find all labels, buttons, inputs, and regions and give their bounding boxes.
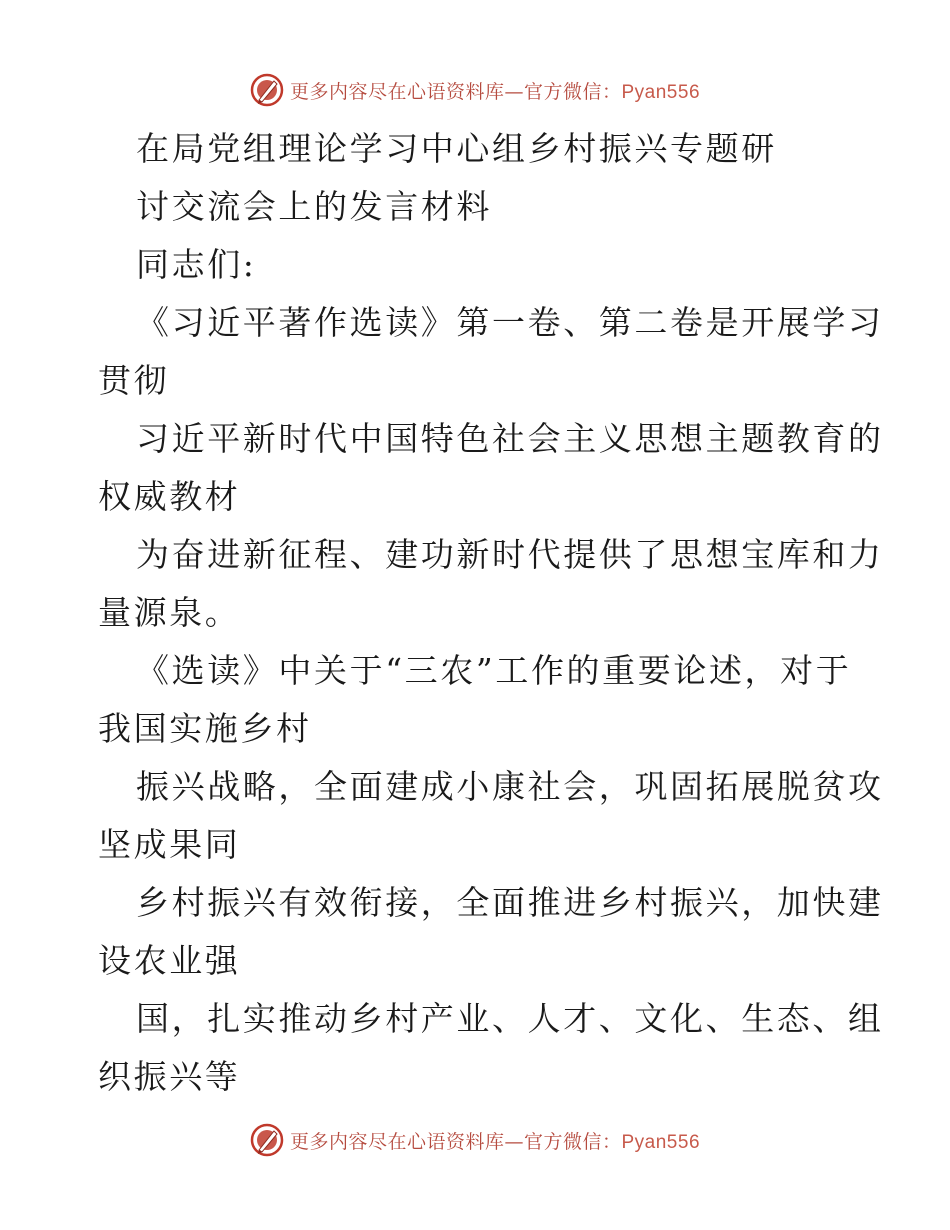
document-body [98,120,884,1106]
paragraph-line: 习近平新时代中国特色社会主义思想主题教育的 [136,419,884,458]
paragraph-line: 贯彻 [98,361,170,400]
paragraph-line: 坚成果同 [98,825,241,864]
salutation: 同志们: [136,245,257,284]
paragraph-line: 设农业强 [98,941,241,980]
paragraph-line: 《习近平著作选读》第一卷、第二卷是开展学习 [136,303,884,342]
header-wechat-id: Pyan556 [621,81,701,103]
paragraph-line: 我国实施乡村 [98,709,312,748]
pen-logo-icon [250,1123,284,1157]
title-line-2: 讨交流会上的发言材料 [136,187,492,226]
paragraph-line: 振兴战略，全面建成小康社会，巩固拓展脱贫攻 [136,767,884,806]
paragraph-line: 织振兴等 [98,1057,241,1096]
paragraph-line: 乡村振兴有效衔接，全面推进乡村振兴，加快建 [136,883,884,922]
header-banner-label: 更多内容尽在心语资料库—官方微信： [289,80,622,103]
paragraph-line: 权威教材 [98,477,241,516]
footer-banner [0,1120,950,1160]
pen-logo-icon [250,73,284,107]
title-line-1: 在局党组理论学习中心组乡村振兴专题研 [136,129,777,168]
paragraph-line: 为奋进新征程、建功新时代提供了思想宝库和力 [136,535,884,574]
header-banner-text [290,77,700,104]
paragraph-line: 《选读》中关于“三农”工作的重要论述，对于 [136,651,852,690]
paragraph-line: 国，扎实推动乡村产业、人才、文化、生态、组 [136,999,884,1038]
footer-banner-text [290,1127,700,1154]
footer-wechat-id: Pyan556 [621,1131,701,1153]
footer-banner-label: 更多内容尽在心语资料库—官方微信： [289,1130,622,1153]
paragraph-line: 量源泉。 [98,593,241,632]
header-banner [0,70,950,110]
